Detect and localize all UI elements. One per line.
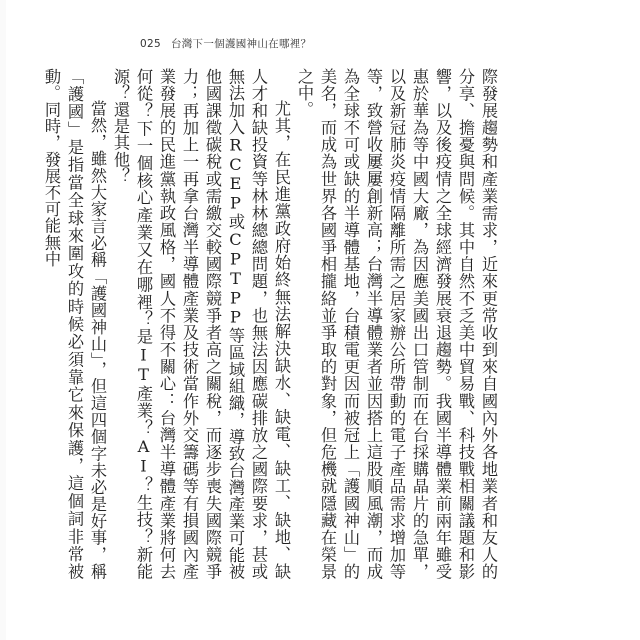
paragraph-1: 際發展趨勢和產業需求，近來更常收到來自國內外各地業者和友人的分享、擔憂與問候。其中自然不乏美中貿易戰、科技戰相關議題和影響，以及後疫情之全球經濟發展衰退趨勢。我國半導體業前兩年雖受惠於華為等中國大廠，為因應美國出口管制而在台採購晶片的急單，以及新冠肺炎疫情隔離所需之居家辦公所帶動的電子產品需求增加等等，致營收屢屢創新高；台灣半導體業者並因搭上這股順風潮，而成為全球不可或缺的半導體基地，台積電更因而被冠上「護國神山」的美名，而成為世界各國爭相攏絡並爭取的對象，但危機就隱藏在榮景之中。 <box>295 68 498 580</box>
chapter-title: 台灣下一個護國神山在哪裡？ <box>170 38 312 50</box>
running-head <box>140 36 311 50</box>
page-number: 025 <box>140 38 161 50</box>
paragraph-2: 尤其，在民進黨政府始終無法解決缺水、缺電、缺工、缺地、缺人才和缺投資等林林總總問題，也無法因應碳排放之國際要求，甚或無法加入RCEP或CPTPP等區域組織，導致台灣產業可能被他國課徵碳稅或需繳交較國際競爭者高之關稅，而逐步喪失國際競爭力；再加上一再拿台灣半導體產業及技術當作外交籌碼等有損國內產業發展的民進黨執政風格，國人不得不關心：台灣半導體產業將何去何從？下一個核心產業又在哪裡？是IT產業？AI？生技？新能源？還是其他？ <box>111 68 291 580</box>
body-text <box>40 68 500 580</box>
page-edge <box>0 0 6 640</box>
paragraph-3: 當然，雖然大家言必稱「護國神山」，但這四個字未必是好事，稱「護國」是指當全球來圍攻的時候必須靠它來保護，這個詞非常被動。同時，發展不可能無中 <box>42 68 107 580</box>
